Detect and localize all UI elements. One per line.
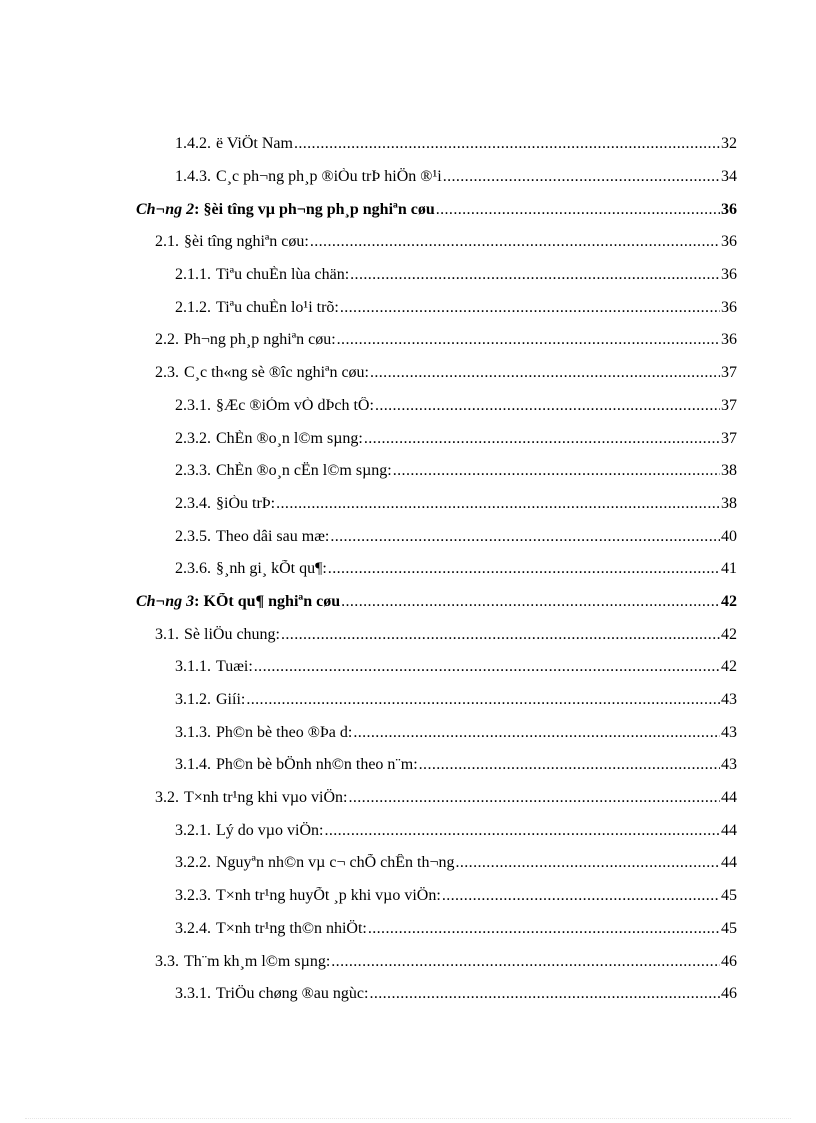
toc-entry-page: 42 bbox=[721, 625, 737, 643]
toc-entry-number: 2.3.6. bbox=[175, 560, 211, 578]
dot-leader bbox=[353, 724, 720, 742]
dot-leader bbox=[331, 953, 720, 971]
toc-entry-number: 2.1. bbox=[155, 233, 179, 251]
toc-entry-number: 1.4.3. bbox=[175, 168, 211, 186]
toc-entry-number: 2.3.5. bbox=[175, 527, 211, 545]
toc-entry-title: : KÕt qu¶ nghiªn cøu bbox=[194, 592, 341, 610]
toc-entry[interactable] bbox=[0, 913, 816, 946]
toc-entry-title: Sè liÖu chung: bbox=[184, 625, 280, 643]
toc-entry-page: 45 bbox=[721, 919, 737, 937]
toc-entry[interactable] bbox=[0, 520, 816, 553]
toc-entry-page: 40 bbox=[721, 527, 737, 545]
toc-entry-number: 2.3. bbox=[155, 364, 179, 382]
toc-entry-title: §¸nh gi¸ kÕt qu¶: bbox=[216, 560, 327, 578]
dot-leader bbox=[369, 985, 720, 1003]
toc-entry[interactable] bbox=[0, 390, 816, 423]
toc-entry-page: 42 bbox=[721, 658, 737, 676]
dot-leader bbox=[294, 135, 720, 153]
toc-entry[interactable] bbox=[0, 782, 816, 815]
toc-entry[interactable] bbox=[0, 161, 816, 194]
toc-entry-number: 3.1.2. bbox=[175, 691, 211, 709]
dot-leader bbox=[330, 528, 720, 546]
toc-entry-number: 3.3.1. bbox=[175, 985, 211, 1003]
toc-entry[interactable] bbox=[0, 618, 816, 651]
toc-entry-page: 43 bbox=[721, 691, 737, 709]
toc-entry-number: Ch¬ng 2 bbox=[136, 200, 195, 218]
toc-entry[interactable] bbox=[0, 455, 816, 488]
toc-entry-title: Nguyªn nh©n vµ c¬ chÕ chÊn th¬ng bbox=[216, 854, 455, 872]
toc-entry-title: ChÈn ®o¸n cËn l©m sµng: bbox=[216, 462, 392, 480]
toc-entry-page: 37 bbox=[721, 396, 737, 414]
toc-entry-page: 36 bbox=[721, 200, 737, 218]
toc-entry-number: 3.2.3. bbox=[175, 887, 211, 905]
dot-leader bbox=[370, 364, 720, 382]
dot-leader bbox=[419, 756, 720, 774]
dot-leader bbox=[375, 397, 720, 415]
toc-entry-page: 36 bbox=[721, 298, 737, 316]
toc-entry[interactable] bbox=[0, 324, 816, 357]
toc-entry[interactable] bbox=[0, 814, 816, 847]
toc-entry-number: 1.4.2. bbox=[175, 135, 211, 153]
dot-leader bbox=[443, 168, 720, 186]
toc-entry-title: ë ViÖt Nam bbox=[216, 135, 293, 153]
dot-leader bbox=[324, 822, 720, 840]
toc-entry-title: Tuæi: bbox=[216, 658, 253, 676]
dot-leader bbox=[442, 887, 720, 905]
dot-leader bbox=[340, 299, 720, 317]
toc-entry-number: Ch¬ng 3 bbox=[136, 592, 195, 610]
toc-entry-page: 36 bbox=[721, 331, 737, 349]
dot-leader bbox=[350, 266, 720, 284]
toc-entry-title: Ph¬ng ph¸p nghiªn cøu: bbox=[184, 331, 336, 349]
toc-entry[interactable] bbox=[0, 847, 816, 880]
toc-entry-number: 3.2.2. bbox=[175, 854, 211, 872]
dot-leader bbox=[328, 560, 720, 578]
toc-entry[interactable] bbox=[0, 651, 816, 684]
toc-entry-number: 2.2. bbox=[155, 331, 179, 349]
toc-entry-title: T×nh tr¹ng th©n nhiÖt: bbox=[216, 919, 367, 937]
toc-entry-page: 32 bbox=[721, 135, 737, 153]
toc-entry-number: 2.1.2. bbox=[175, 298, 211, 316]
toc-entry-title: §iÒu trÞ: bbox=[216, 494, 276, 512]
toc-entry-number: 2.3.1. bbox=[175, 396, 211, 414]
toc-entry-title: Ph©n bè bÖnh nh©n theo n¨m: bbox=[216, 756, 418, 774]
toc-entry-page: 44 bbox=[721, 854, 737, 872]
toc-entry-number: 2.3.3. bbox=[175, 462, 211, 480]
toc-entry[interactable] bbox=[0, 226, 816, 259]
toc-entry-page: 45 bbox=[721, 887, 737, 905]
toc-entry[interactable] bbox=[0, 128, 816, 161]
toc-entry-page: 42 bbox=[721, 592, 737, 610]
toc-entry[interactable] bbox=[0, 749, 816, 782]
toc-entry-title: Th¨m kh¸m l©m sµng: bbox=[184, 952, 331, 970]
toc-entry[interactable] bbox=[0, 978, 816, 1011]
dot-leader bbox=[254, 658, 720, 676]
toc-entry-title: Giíi: bbox=[216, 691, 246, 709]
table-of-contents bbox=[0, 128, 816, 1011]
toc-entry-title: §èi tîng nghiªn cøu: bbox=[184, 233, 309, 251]
toc-entry[interactable] bbox=[0, 880, 816, 913]
dot-leader bbox=[276, 495, 720, 513]
toc-entry-page: 44 bbox=[721, 821, 737, 839]
toc-entry-title: Tiªu chuÈn lùa chän: bbox=[216, 266, 350, 284]
toc-entry[interactable] bbox=[0, 716, 816, 749]
toc-entry-title: ChÈn ®o¸n l©m sµng: bbox=[216, 429, 363, 447]
toc-entry[interactable] bbox=[0, 422, 816, 455]
toc-entry-page: 34 bbox=[721, 168, 737, 186]
toc-entry-number: 3.1. bbox=[155, 625, 179, 643]
toc-entry-title: §Æc ®iÓm vÒ dÞch tÔ: bbox=[216, 396, 374, 414]
dot-leader bbox=[281, 626, 720, 644]
dot-leader bbox=[455, 854, 720, 872]
dot-leader bbox=[337, 331, 720, 349]
toc-entry-number: 3.1.4. bbox=[175, 756, 211, 774]
dot-leader bbox=[341, 593, 720, 611]
toc-entry-number: 3.2.1. bbox=[175, 821, 211, 839]
toc-entry-title: Theo dâi sau mæ: bbox=[216, 527, 330, 545]
toc-entry-title: C¸c th«ng sè ®îc nghiªn cøu: bbox=[184, 364, 369, 382]
dot-leader bbox=[364, 430, 720, 448]
toc-entry-title: TriÖu chøng ®au ngùc: bbox=[216, 985, 369, 1003]
toc-chapter-entry[interactable] bbox=[0, 586, 816, 619]
toc-entry-page: 37 bbox=[721, 364, 737, 382]
toc-entry-title: C¸c ph¬ng ph¸p ®iÒu trÞ hiÖn ®¹i bbox=[216, 168, 442, 186]
toc-entry[interactable] bbox=[0, 488, 816, 521]
toc-entry-title: T×nh tr¹ng khi vµo viÖn: bbox=[184, 789, 348, 807]
toc-entry-page: 41 bbox=[721, 560, 737, 578]
toc-entry-title: Ph©n bè theo ®Þa d: bbox=[216, 723, 353, 741]
toc-entry[interactable] bbox=[0, 553, 816, 586]
toc-entry-page: 36 bbox=[721, 233, 737, 251]
toc-chapter-entry[interactable] bbox=[0, 193, 816, 226]
dot-leader bbox=[310, 233, 720, 251]
toc-entry-number: 2.3.4. bbox=[175, 494, 211, 512]
dot-leader bbox=[393, 462, 720, 480]
toc-entry-page: 46 bbox=[721, 952, 737, 970]
toc-entry-title: T×nh tr¹ng huyÕt ¸p khi vµo viÖn: bbox=[216, 887, 441, 905]
toc-entry-page: 44 bbox=[721, 789, 737, 807]
toc-entry[interactable] bbox=[0, 259, 816, 292]
toc-entry-page: 46 bbox=[721, 985, 737, 1003]
toc-entry-number: 2.1.1. bbox=[175, 266, 211, 284]
toc-entry-title: Tiªu chuÈn lo¹i trõ: bbox=[216, 298, 339, 316]
dot-leader bbox=[436, 201, 720, 219]
toc-entry[interactable] bbox=[0, 357, 816, 390]
toc-entry-number: 3.2.4. bbox=[175, 919, 211, 937]
toc-entry-page: 38 bbox=[721, 462, 737, 480]
toc-entry[interactable] bbox=[0, 684, 816, 717]
toc-entry-page: 43 bbox=[721, 756, 737, 774]
toc-entry-number: 3.1.1. bbox=[175, 658, 211, 676]
toc-entry-number: 3.2. bbox=[155, 789, 179, 807]
page-bottom-divider bbox=[25, 1118, 791, 1119]
toc-entry-title: : §èi tîng vµ ph¬ng ph¸p nghiªn cøu bbox=[194, 200, 435, 218]
toc-entry-title: Lý do vµo viÖn: bbox=[216, 821, 324, 839]
toc-entry-page: 37 bbox=[721, 429, 737, 447]
toc-entry[interactable] bbox=[0, 945, 816, 978]
toc-entry-number: 2.3.2. bbox=[175, 429, 211, 447]
toc-entry-number: 3.3. bbox=[155, 952, 179, 970]
dot-leader bbox=[246, 691, 720, 709]
toc-entry-number: 3.1.3. bbox=[175, 723, 211, 741]
toc-entry-page: 38 bbox=[721, 494, 737, 512]
toc-entry-page: 43 bbox=[721, 723, 737, 741]
dot-leader bbox=[348, 789, 720, 807]
dot-leader bbox=[368, 920, 720, 938]
toc-entry[interactable] bbox=[0, 291, 816, 324]
toc-entry-page: 36 bbox=[721, 266, 737, 284]
